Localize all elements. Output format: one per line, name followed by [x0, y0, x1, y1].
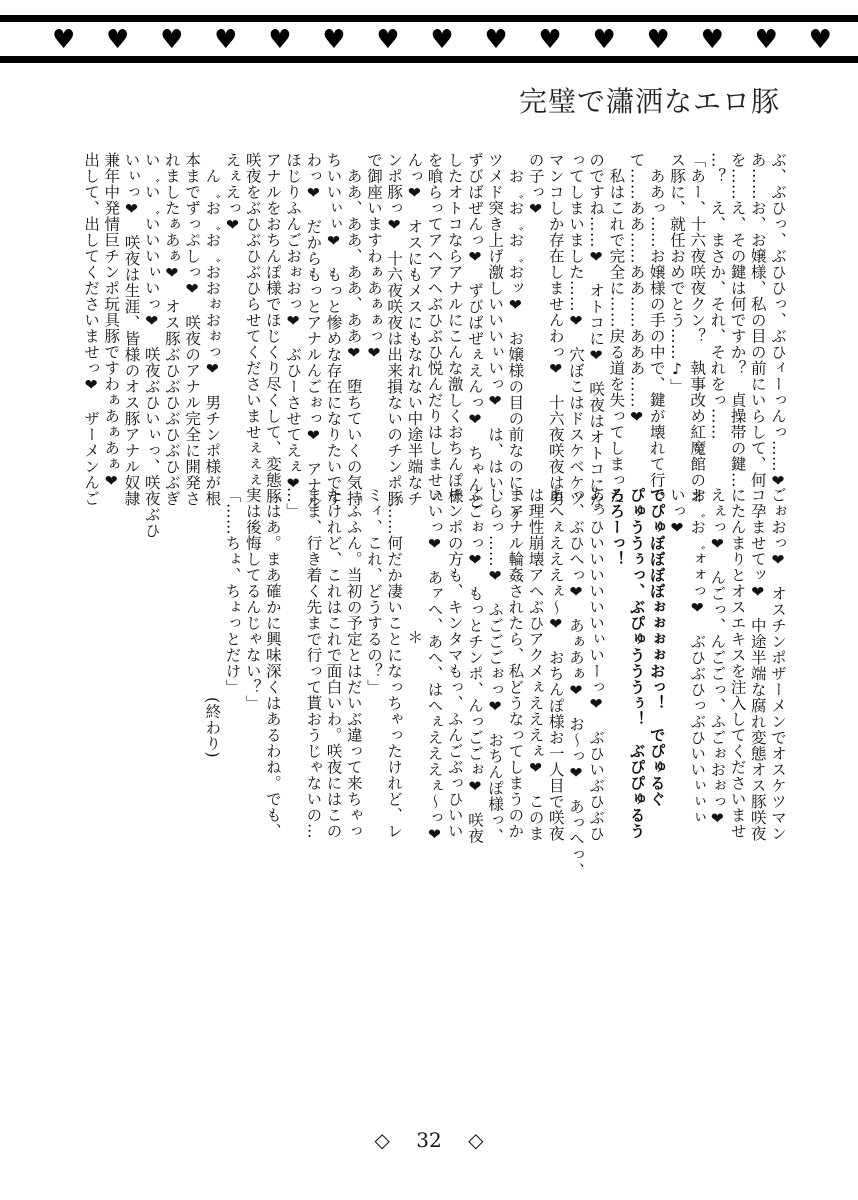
- text-line: でぴゅぼぼぼぼぉぉぉぉおっ！ でぴゅるぐ: [647, 487, 666, 807]
- text-line: いぃっ❤ 咲夜は生涯、皆様のオス豚アナル奴隷: [122, 152, 141, 507]
- heart-row: [52, 27, 832, 53]
- chapter-title: 完璧で瀟洒なエロ豚: [518, 85, 780, 118]
- text-line: ちいいぃぃ❤ もっと惨めな存在になりたいです: [324, 152, 343, 507]
- text-line: ぶ、ぶひっ、ぶひひっ、ぶひィーっんっ……❤: [769, 152, 787, 491]
- text-line: まま、行き着く先まで行って貰おうじゃないの…: [304, 487, 323, 839]
- heart-icon: ♥: [484, 25, 508, 55]
- text-line: ふごぉっ❤ もっとチンポ、んっごごぉ❤ 咲夜: [465, 487, 484, 844]
- text-line: あ……お、お嬢様、私の目の前にいらして、何: [748, 152, 767, 488]
- text-line: たけれど、これはこれで面白いわ。咲夜にはこの: [324, 487, 343, 839]
- text-line: ってしまいました……❤ 穴ぼこはドスケベケツ: [566, 152, 585, 507]
- heart-icon: ♥: [214, 25, 238, 55]
- text-line: ミィ、これ、どうするの？」: [364, 487, 383, 695]
- text-line: ほじりふんごおぉおっ❤ ぶひーさせてえぇ❤: [284, 152, 303, 493]
- text-line: あっひいいいいいいぃいーっ❤ ぶひいぶひぶひ: [587, 487, 606, 842]
- text-line: マンコしか存在しませんわっ❤ 十六夜咲夜は男: [546, 152, 565, 507]
- heart-icon: ♥: [808, 25, 832, 55]
- text-line: ンポ豚っ❤ 十六夜咲夜は出来損ないのチンポ豚: [385, 152, 404, 507]
- text-line: ろろーっ！: [607, 487, 626, 567]
- text-line: ん゛お゛お゛おおぉおぉっ❤ 男チンポ様が根: [203, 152, 222, 507]
- text-line: アナルをおちんぽ様でほじくり尽くして、変態豚: [263, 152, 282, 504]
- heart-icon: ♥: [646, 25, 670, 55]
- heart-icon: ♥: [754, 25, 778, 55]
- section-break: ＊: [405, 629, 424, 645]
- text-line: ああっ……お嬢様の手の中で、鍵が壊れて行っ: [647, 152, 666, 504]
- page-number-footer: [0, 1128, 858, 1152]
- text-line: 本までずっぷしっ❤ 咲夜のアナル完全に開発さ: [183, 152, 202, 507]
- text-line: あへぇえええぇ〜❤ おちんぽ様お一人目で咲夜: [546, 487, 565, 842]
- text-line: を……え、その鍵は何ですか？ 貞操帯の鍵…: [728, 152, 747, 488]
- text-line: 「あー、十六夜咲夜クン？ 執事改め紅魔館のオ: [688, 152, 707, 504]
- text-line: えぇえっ❤: [223, 152, 242, 235]
- text-line: 兼年中発情巨チンポ玩具豚ですわぁあぁあぁ❤: [102, 152, 121, 491]
- text-line: を喰らってアヘアヘぶひぶひ悦んだりはしませぇ: [425, 152, 444, 504]
- text-line: 私はこれで完全に……戻る道を失ってしまった: [607, 152, 626, 504]
- text-line: コ孕ませてッ❤ 中途半端な腐れ変態オス豚咲夜: [748, 487, 767, 842]
- text-line: の子っ❤: [526, 152, 545, 219]
- text-line: て……ああ……ああ……あああ……❤: [627, 152, 646, 427]
- text-line: まアナル輪姦されたら、私どうなってしまうのか: [506, 487, 525, 839]
- text-line: ぴゅううぅっ、ぶぴゅうううぅ！ ぶぴぴゅるう: [627, 487, 646, 839]
- text-line: わっ❤ だからもっとアナルんごぉっ❤ アナル: [304, 152, 323, 509]
- text-line: お゛お゛ォォっ❤ ぶひぶひっぶひいいぃぃぃ: [688, 487, 707, 826]
- text-line: は理性崩壊アヘぶひアクメぇえええぇ❤ このま: [526, 487, 545, 842]
- text-line: いいっ❤ あァへ、あへ、はへぇえええぇ〜っ❤: [425, 487, 444, 844]
- heart-icon: ♥: [592, 25, 616, 55]
- text-line: ツメド突き上げ激しいいいぃいっ❤ は、はい、: [486, 152, 505, 507]
- text-line: 咲夜をぶひぶひぶひらせてくださいませぇぇぇ: [243, 152, 262, 488]
- text-line: 実は後悔してるんじゃない？」: [243, 487, 262, 711]
- text-line: …？ え、まさか、それ、それをっ……: [708, 152, 727, 440]
- text-line: いっ❤: [667, 487, 686, 538]
- page-number: 32: [416, 1128, 442, 1152]
- text-line: ずびばぜんっ❤ ずびばぜぇえんっ❤ ちゃんと: [465, 152, 484, 509]
- text-block-bottom: [202, 487, 788, 879]
- text-line: 「はあ。まあ確かに興味深くはあるわね。でも、: [263, 487, 282, 839]
- diamond-ornament-left: ◇: [374, 1128, 390, 1152]
- text-line: お゛お゛お゛おッ❤ お嬢様の目の前なのに、ケ: [506, 152, 525, 523]
- heart-icon: ♥: [700, 25, 724, 55]
- heart-icon: ♥: [106, 25, 130, 55]
- text-line: …」: [284, 487, 303, 519]
- heart-icon: ♥: [376, 25, 400, 55]
- end-mark: (終わり): [203, 697, 222, 759]
- text-line: ああ、ああ、ああ、ああ❤ 堕ちていくの気持: [344, 152, 363, 507]
- heart-icon: ♥: [538, 25, 562, 55]
- heart-icon: ♥: [268, 25, 292, 55]
- heart-icon: ♥: [160, 25, 184, 55]
- header-bottom-rule: [0, 56, 858, 63]
- text-line: 「ふふん。当初の予定とはだいぶ違って来ちゃっ: [344, 487, 363, 839]
- heart-icon: ♥: [52, 25, 76, 55]
- text-line: チンポの方も、キンタマもっ、ふんごぶっひいい: [445, 487, 464, 839]
- diamond-ornament-right: ◇: [468, 1128, 484, 1152]
- text-line: んっ❤ オスにもメスにもなれない中途半端なチ: [405, 152, 424, 507]
- text-line: にたんまりとオスエキスを注入してくださいませ: [728, 487, 747, 839]
- text-line: 出して、出してくださいませっ❤ ザーメンんご: [82, 152, 101, 507]
- text-line: っ、ぶひへっ❤ あぁあぁ❤ お〜っ❤ あっへっ、: [566, 487, 585, 879]
- heart-icon: ♥: [430, 25, 454, 55]
- text-line: ス豚に、就任おめでとう……♪」: [667, 152, 686, 395]
- heart-icon: ♥: [322, 25, 346, 55]
- top-rule: [0, 15, 858, 22]
- text-line: い゛い゛いいいぃいっ❤ 咲夜ぶひいぃっ、咲夜ぶひ: [142, 152, 161, 539]
- text-line: 「……ちょ、ちょっとだけ」: [223, 487, 242, 695]
- text-line: で御座いますわぁあぁぁっ❤: [364, 152, 383, 363]
- text-line: 「……何だか凄いことになっちゃったけれど、レ: [385, 487, 404, 839]
- text-line: えぇっ❤ んごっ、んごごっ、ふごぉおぉっ❤: [708, 487, 727, 828]
- text-line: れましたぁあぁ❤ オス豚ぶひぶひぶひぶひぶぎ: [162, 152, 181, 507]
- text-line: ごぉおっ❤ オスチンポザーメンでオスケツマン: [769, 487, 787, 842]
- text-line: のですね……❤ オトコに❤ 咲夜はオトコにな: [587, 152, 606, 509]
- text-line: したオトコならアナルにこんな激しくおちんぽ様: [445, 152, 464, 504]
- text-line: しらっ……❤ ふごごごぉっ❤ おちんぽ様っ、: [486, 487, 505, 844]
